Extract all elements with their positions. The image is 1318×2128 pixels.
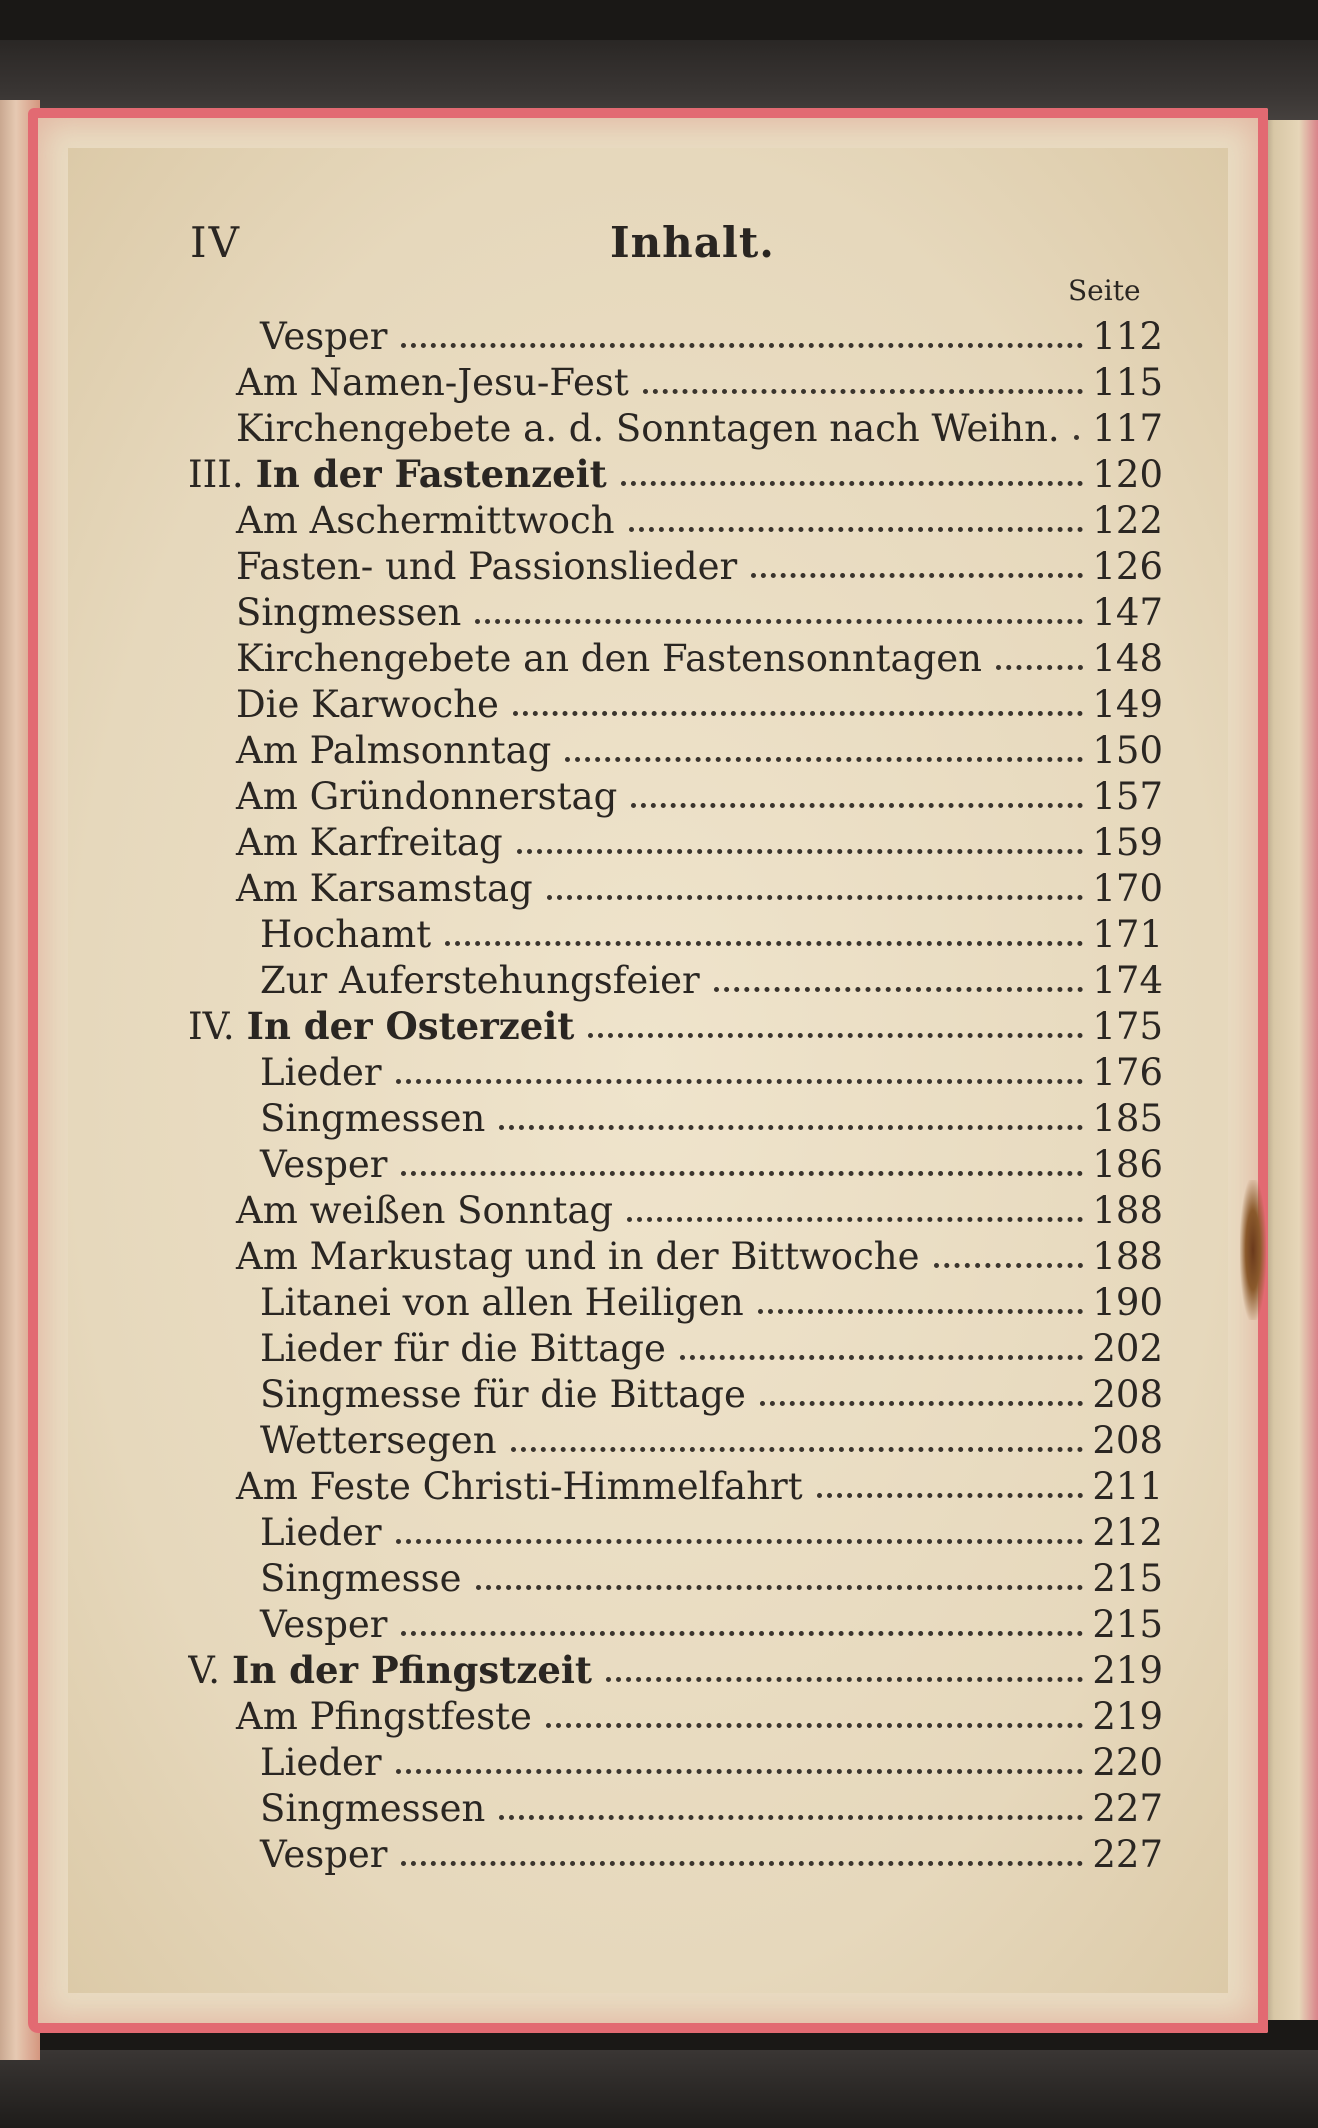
- toc-leader-dots: [401, 1631, 1083, 1636]
- toc-entry: [188, 1830, 1163, 1876]
- toc-entry-label: Am Karsamstag: [236, 867, 533, 910]
- toc-entry: [188, 864, 1163, 910]
- toc-entry: [188, 1232, 1163, 1278]
- toc-page-number: 176: [1092, 1051, 1163, 1094]
- toc-entry: [188, 1094, 1163, 1140]
- toc-leader-dots: [627, 1217, 1083, 1222]
- toc-leader-dots: [629, 527, 1083, 532]
- toc-entry-label: Singmesse für die Bittage: [260, 1373, 746, 1416]
- book-cover-bottom: [0, 2050, 1318, 2128]
- toc-entry-label: Litanei von allen Heiligen: [260, 1281, 744, 1324]
- toc-leader-dots: [588, 1033, 1083, 1038]
- toc-page-number: 220: [1092, 1741, 1163, 1784]
- toc-leader-dots: [401, 1861, 1083, 1866]
- toc-entry: [188, 1370, 1163, 1416]
- toc-entry-label: Am Karfreitag: [236, 821, 503, 864]
- toc-leader-dots: [817, 1493, 1083, 1498]
- toc-page-number: 208: [1092, 1373, 1163, 1416]
- toc-page-number: 202: [1092, 1327, 1163, 1370]
- toc-page-number: 115: [1092, 361, 1163, 404]
- toc-page-number: 190: [1092, 1281, 1163, 1324]
- table-of-contents: [188, 312, 1163, 1876]
- toc-leader-dots: [396, 1769, 1083, 1774]
- toc-leader-dots: [517, 849, 1083, 854]
- toc-entry: [188, 1324, 1163, 1370]
- toc-entry-label: In der Osterzeit: [246, 1004, 575, 1048]
- toc-entry: [188, 1462, 1163, 1508]
- toc-entry-label: In der Pfingstzeit: [232, 1648, 593, 1692]
- toc-entry-label: Vesper: [260, 1143, 388, 1186]
- toc-page-number: 227: [1092, 1833, 1163, 1876]
- toc-entry-label: Am Feste Christi-Himmelfahrt: [236, 1465, 803, 1508]
- toc-section-number: III.: [188, 453, 244, 496]
- toc-leader-dots: [680, 1355, 1083, 1360]
- toc-entry-label: Singmessen: [236, 591, 462, 634]
- toc-page-number: 211: [1092, 1465, 1163, 1508]
- toc-entry-label: Am Aschermittwoch: [236, 499, 615, 542]
- toc-entry-label: Lieder: [260, 1511, 382, 1554]
- toc-leader-dots: [606, 1677, 1083, 1682]
- toc-page-number: 219: [1092, 1695, 1163, 1738]
- toc-entry-label: Lieder: [260, 1051, 382, 1094]
- toc-page-number: 219: [1092, 1649, 1163, 1692]
- toc-page-number: 117: [1092, 407, 1163, 450]
- toc-page-number: 159: [1092, 821, 1163, 864]
- page-title: Inhalt.: [610, 218, 775, 267]
- toc-page-number: 186: [1092, 1143, 1163, 1186]
- toc-entry-label: Vesper: [260, 1833, 388, 1876]
- toc-entry: [188, 772, 1163, 818]
- toc-leader-dots: [1074, 435, 1083, 440]
- toc-entry-label: Am Namen-Jesu-Fest: [236, 361, 629, 404]
- toc-entry: [188, 358, 1163, 404]
- toc-entry: [188, 1048, 1163, 1094]
- toc-leader-dots: [513, 711, 1083, 716]
- toc-entry-label: Die Karwoche: [236, 683, 499, 726]
- toc-leader-dots: [499, 1815, 1083, 1820]
- toc-entry-label: Am Palmsonntag: [236, 729, 552, 772]
- toc-leader-dots: [547, 895, 1083, 900]
- toc-entry: [188, 726, 1163, 772]
- toc-page-number: 126: [1092, 545, 1163, 588]
- toc-leader-dots: [714, 987, 1083, 992]
- toc-page-number: 212: [1092, 1511, 1163, 1554]
- toc-section: [188, 450, 1163, 496]
- toc-section: [188, 1646, 1163, 1692]
- toc-page-number: 149: [1092, 683, 1163, 726]
- toc-entry: [188, 1508, 1163, 1554]
- toc-leader-dots: [499, 1125, 1083, 1130]
- toc-page-number: 171: [1092, 913, 1163, 956]
- toc-leader-dots: [546, 1723, 1083, 1728]
- toc-page-number: 147: [1092, 591, 1163, 634]
- toc-page-number: 215: [1092, 1557, 1163, 1600]
- toc-page-number: 175: [1092, 1005, 1163, 1048]
- toc-entry-label: Vesper: [260, 1603, 388, 1646]
- toc-entry-label: Am Gründonnerstag: [236, 775, 618, 818]
- toc-leader-dots: [475, 619, 1083, 624]
- page-stain: [1240, 1180, 1266, 1320]
- toc-leader-dots: [511, 1447, 1083, 1452]
- toc-entry: [188, 1278, 1163, 1324]
- toc-entry: [188, 910, 1163, 956]
- toc-page-number: 174: [1092, 959, 1163, 1002]
- toc-page-number: 122: [1092, 499, 1163, 542]
- toc-entry: [188, 1784, 1163, 1830]
- toc-entry-label: Hochamt: [260, 913, 432, 956]
- toc-page-number: 112: [1092, 315, 1163, 358]
- toc-entry-label: Lieder für die Bittage: [260, 1327, 666, 1370]
- toc-entry: [188, 1554, 1163, 1600]
- toc-entry-label: Lieder: [260, 1741, 382, 1784]
- toc-leader-dots: [934, 1263, 1083, 1268]
- toc-page-number: 188: [1092, 1235, 1163, 1278]
- toc-leader-dots: [396, 1539, 1083, 1544]
- toc-page-number: 208: [1092, 1419, 1163, 1462]
- toc-leader-dots: [401, 1171, 1083, 1176]
- toc-entry: [188, 542, 1163, 588]
- toc-entry-label: Singmessen: [260, 1787, 486, 1830]
- toc-entry: [188, 1140, 1163, 1186]
- toc-page-number: 188: [1092, 1189, 1163, 1232]
- toc-leader-dots: [401, 343, 1083, 348]
- toc-section: [188, 1002, 1163, 1048]
- toc-leader-dots: [565, 757, 1083, 762]
- toc-page-number: 157: [1092, 775, 1163, 818]
- toc-leader-dots: [621, 481, 1083, 486]
- toc-entry: [188, 1600, 1163, 1646]
- toc-leader-dots: [996, 665, 1083, 670]
- toc-entry: [188, 1692, 1163, 1738]
- toc-entry: [188, 496, 1163, 542]
- toc-entry: [188, 312, 1163, 358]
- toc-entry-label: In der Fastenzeit: [255, 452, 607, 496]
- toc-leader-dots: [760, 1401, 1083, 1406]
- toc-section-number: V.: [188, 1649, 221, 1692]
- toc-leader-dots: [643, 389, 1083, 394]
- toc-entry-label: Wettersegen: [260, 1419, 497, 1462]
- toc-entry: [188, 1738, 1163, 1784]
- toc-page-number: 150: [1092, 729, 1163, 772]
- toc-entry-label: Singmessen: [260, 1097, 486, 1140]
- toc-entry-label: Vesper: [260, 315, 388, 358]
- toc-section-number: IV.: [188, 1005, 235, 1048]
- toc-entry: [188, 680, 1163, 726]
- toc-entry-label: Fasten- und Passionslieder: [236, 545, 738, 588]
- toc-entry-label: Am weißen Sonntag: [236, 1189, 614, 1232]
- toc-entry: [188, 588, 1163, 634]
- toc-entry-label: Am Pfingstfeste: [236, 1695, 532, 1738]
- toc-entry-label: Zur Auferstehungsfeier: [260, 959, 700, 1002]
- toc-leader-dots: [476, 1585, 1083, 1590]
- toc-entry: [188, 1416, 1163, 1462]
- toc-entry: [188, 634, 1163, 680]
- toc-leader-dots: [445, 941, 1083, 946]
- toc-entry-label: Singmesse: [260, 1557, 462, 1600]
- toc-leader-dots: [751, 573, 1083, 578]
- toc-page-number: 120: [1092, 453, 1163, 496]
- page-number: IV: [190, 218, 241, 267]
- toc-entry: [188, 1186, 1163, 1232]
- toc-entry: [188, 818, 1163, 864]
- toc-page-number: 215: [1092, 1603, 1163, 1646]
- toc-page-number: 148: [1092, 637, 1163, 680]
- toc-entry-label: Am Markustag und in der Bittwoche: [236, 1235, 920, 1278]
- toc-entry-label: Kirchengebete an den Fastensonntagen: [236, 637, 983, 680]
- toc-leader-dots: [758, 1309, 1083, 1314]
- toc-entry: [188, 956, 1163, 1002]
- toc-leader-dots: [396, 1079, 1083, 1084]
- page-column-label: Seite: [1068, 274, 1141, 307]
- toc-entry: [188, 404, 1163, 450]
- toc-leader-dots: [631, 803, 1083, 808]
- toc-page-number: 170: [1092, 867, 1163, 910]
- toc-page-number: 185: [1092, 1097, 1163, 1140]
- toc-page-number: 227: [1092, 1787, 1163, 1830]
- page-header: [190, 218, 1170, 278]
- toc-entry-label: Kirchengebete a. d. Sonntagen nach Weihn.: [236, 407, 1060, 450]
